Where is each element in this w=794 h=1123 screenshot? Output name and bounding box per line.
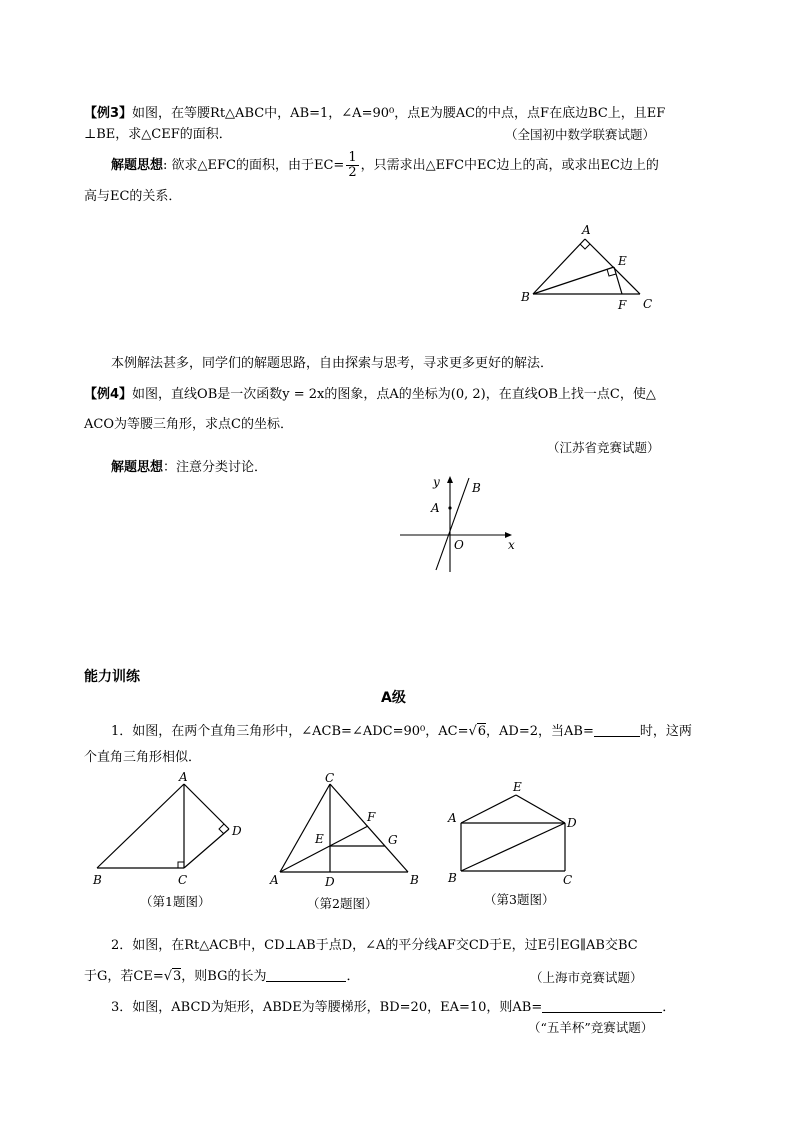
example-4-hint xyxy=(111,459,267,477)
example-3-hint-line-2: 高与EC的关系． xyxy=(84,189,182,204)
level-title: A级 xyxy=(381,690,406,706)
example-4-problem-text: 如图，直线OB是一次函数y = 2x的图象，点A的坐标为(0, 2)，在直线OB上找一点C，使△ xyxy=(132,387,656,402)
question-3-source: （“五羊杯”竞赛试题） xyxy=(528,1020,654,1035)
label-C: C xyxy=(325,771,335,785)
fraction-denominator: 2 xyxy=(348,165,357,180)
label-B: B xyxy=(410,873,419,887)
question-1-line-2: 个直角三角形相似． xyxy=(84,750,202,765)
example-4-line-1 xyxy=(84,386,656,404)
example-3-figure xyxy=(510,222,670,314)
right-angle-mark-C xyxy=(178,862,184,868)
label-D: D xyxy=(232,824,242,838)
label-G: G xyxy=(388,833,398,847)
example-3-source: （全国初中数学联赛试题） xyxy=(505,127,656,142)
y-axis-arrow xyxy=(447,476,453,483)
question-2-answer-blank[interactable] xyxy=(266,967,346,982)
question-1-answer-blank[interactable] xyxy=(594,722,640,737)
label-D: D xyxy=(325,875,335,889)
example-3-hint-label: 解题思想 xyxy=(111,158,164,173)
segment-EF xyxy=(614,267,622,294)
label-B: B xyxy=(93,873,102,887)
label-F: F xyxy=(367,810,376,824)
side-DC xyxy=(184,829,229,868)
question-1-text-c: 时，这两 xyxy=(639,724,692,739)
example-3-line-2: ⊥BE，求△CEF的面积． xyxy=(84,127,232,142)
label-E: E xyxy=(618,254,627,268)
example-3-hint xyxy=(111,150,659,182)
figure-2 xyxy=(265,770,430,890)
example-4-line-2: ACO为等腰三角形，求点C的坐标． xyxy=(84,417,293,432)
side-ED xyxy=(516,795,565,823)
example-4-hint-label: 解题思想 xyxy=(111,460,164,475)
question-2-line-2: 于G，若CE=√3，则BG的长为 ． xyxy=(84,969,360,984)
right-angle-mark-A xyxy=(580,244,590,249)
question-3-text-b: ． xyxy=(662,1000,676,1015)
label-C: C xyxy=(643,297,653,311)
label-B: B xyxy=(448,871,457,885)
question-2-line-1: 2．如图，在Rt△ACB中，CD⊥AB于点D，∠A的平分线AF交CD于E，过E引EG∥AB交BC xyxy=(111,938,638,953)
figure-3-caption: （第3题图） xyxy=(484,892,555,907)
line-OB xyxy=(436,478,469,570)
example-4-tag: 【例4】 xyxy=(84,387,133,402)
label-C: C xyxy=(178,873,188,887)
example-3-remark: 本例解法甚多，同学们的解题思路，自由探索与思考，寻求更多更好的解法． xyxy=(111,356,554,371)
side-AD xyxy=(184,784,229,829)
example-3-tag: 【例3】 xyxy=(84,106,133,121)
label-B: B xyxy=(472,481,481,495)
question-2-sqrt: 3 xyxy=(173,969,182,984)
label-E: E xyxy=(315,832,324,846)
fraction-numerator: 1 xyxy=(348,150,357,165)
side-CB xyxy=(330,784,408,872)
label-x: x xyxy=(508,538,515,552)
section-title: 能力训练 xyxy=(84,669,140,685)
question-1-line-1: 1．如图，在两个直角三角形中，∠ACB=∠ADC=90⁰，AC=√6，AD=2，当AB= 时，这两 xyxy=(111,724,692,739)
figure-1-caption: （第1题图） xyxy=(140,894,211,909)
example-3-hint-text-a: : 欲求△EFC的面积，由于EC= xyxy=(163,158,345,173)
question-2-text-a: 于G，若CE= xyxy=(84,969,164,984)
label-O: O xyxy=(454,538,464,552)
example-3-line-1 xyxy=(84,105,665,123)
diagonal-BD xyxy=(461,823,565,871)
side-AC xyxy=(585,239,640,294)
label-A: A xyxy=(582,223,591,237)
right-angle-mark-D xyxy=(219,824,224,834)
fraction-one-half xyxy=(346,151,358,180)
example-3-problem-text: 如图，在等腰Rt△ABC中，AB=1，∠A=90⁰，点E为腰AC的中点，点F在底边BC上，且EF xyxy=(132,106,666,121)
side-AB xyxy=(97,784,184,868)
example-4-hint-text: ：注意分类讨论． xyxy=(163,460,268,475)
figure-1 xyxy=(88,770,248,890)
question-1-sqrt: 6 xyxy=(477,724,487,739)
question-3-line-1 xyxy=(111,998,675,1017)
label-B: B xyxy=(521,290,530,304)
label-D: D xyxy=(567,816,577,830)
example-3-hint-text-b: ，只需求出△EFC中EC边上的高，或求出EC边上的 xyxy=(360,158,659,173)
label-A: A xyxy=(270,873,279,887)
label-A: A xyxy=(448,811,457,825)
label-F: F xyxy=(618,298,627,312)
question-1-text-b: ，AD=2，当AB= xyxy=(486,724,594,739)
side-AE xyxy=(461,795,516,823)
figure-2-caption: （第2题图） xyxy=(307,896,378,911)
label-E: E xyxy=(513,780,522,794)
example-4-figure xyxy=(395,470,525,580)
question-2-text-b: ，则BG的长为 xyxy=(181,969,267,984)
example-4-source: （江苏省竞赛试题） xyxy=(547,440,660,455)
question-3-answer-blank[interactable] xyxy=(542,998,662,1013)
question-2-text-c: ． xyxy=(346,969,360,984)
label-y: y xyxy=(433,475,440,489)
question-3-text-a: 3．如图，ABCD为矩形，ABDE为等腰梯形，BD=20，EA=10，则AB= xyxy=(111,1000,543,1015)
figure-3 xyxy=(440,776,590,891)
question-2-source: （上海市竞赛试题） xyxy=(530,970,643,985)
label-C: C xyxy=(563,873,573,887)
question-1-text-a: 1．如图，在两个直角三角形中，∠ACB=∠ADC=90⁰，AC= xyxy=(111,724,469,739)
point-A xyxy=(448,506,451,509)
label-A: A xyxy=(179,770,188,784)
label-A: A xyxy=(431,501,440,515)
